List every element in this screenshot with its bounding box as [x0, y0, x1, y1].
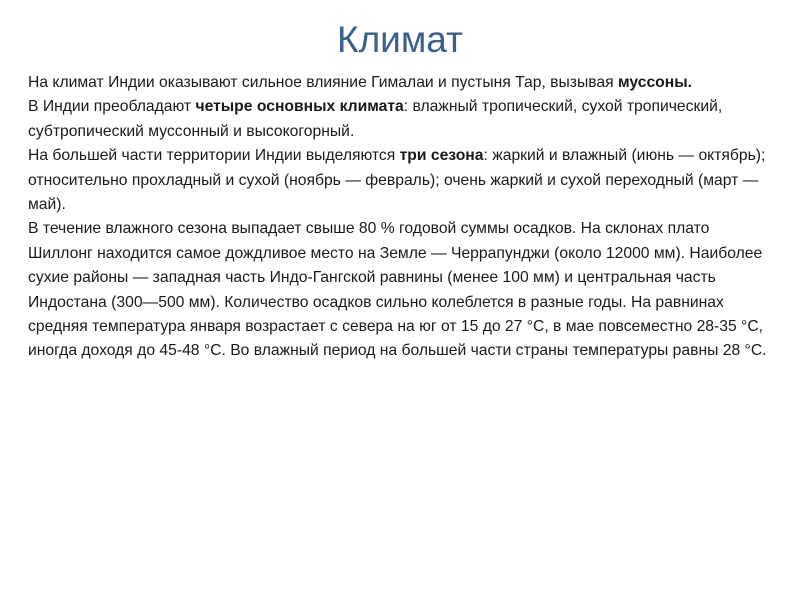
emphasis-text: четыре основных климата [195, 98, 404, 116]
paragraph-text: : жаркий и влажный (июнь — октябрь); относительно прохладный и сухой (ноябрь — февраль); очень жаркий и сухой переходный (март — май). [28, 147, 766, 214]
emphasis-text: муссоны. [618, 74, 692, 91]
slide-body [28, 71, 776, 364]
paragraph-precipitation [28, 217, 776, 363]
slide-title: Климат [337, 19, 463, 60]
paragraph-text: На большей части территории Индии выделяются [28, 147, 400, 165]
paragraph-text: : влажный тропический, сухой тропический, субтропический муссонный и высокогорный. [28, 98, 723, 140]
paragraph-climates [28, 95, 776, 144]
paragraph-monsoons [28, 71, 776, 95]
paragraph-text: В Индии преобладают [28, 98, 196, 116]
paragraph-seasons [28, 144, 776, 217]
emphasis-text: три сезона [399, 147, 484, 165]
paragraph-text: В течение влажного сезона выпадает свыше 80 % годовой суммы осадков. На склонах плато Шиллонг находится самое дождливое место на Земле — Черрапунджи (около 12000 мм). Наиболее сухие районы — западная часть Индо-Гангской равнины (менее 100 мм) и центральная часть Индостана (300—500 мм). Количество осадков сильно колеблется в разные годы. На равнинах средняя температура января возрастает с севера на юг от 15 до 27 °С, в мае повсеместно 28-35 °С, иногда доходя до 45-48 °С. Во влажный период на большей части страны температуры равны 28 °С. [28, 220, 767, 360]
paragraph-text: На климат Индии оказывают сильное влияние Гималаи и пустыня Тар, вызывая [28, 74, 618, 91]
